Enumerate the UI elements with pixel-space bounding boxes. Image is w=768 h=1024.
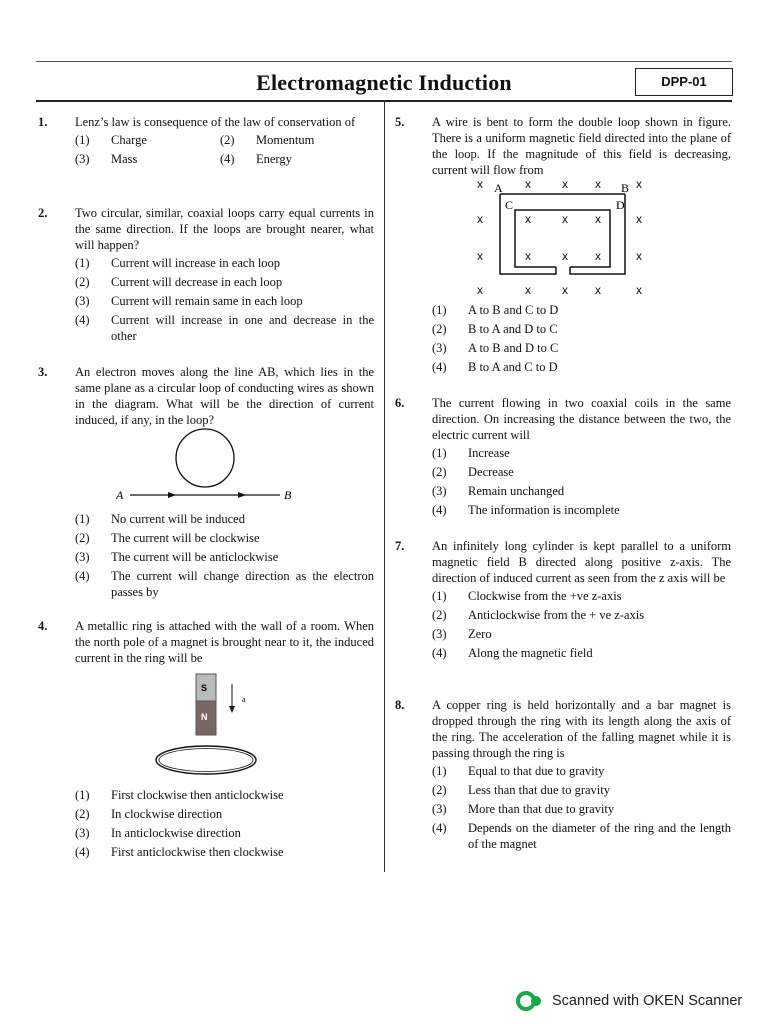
option-4: (4) First anticlockwise then clockwise bbox=[75, 845, 284, 859]
metallic-ring bbox=[156, 746, 256, 774]
question-stem: A metallic ring is attached with the wall of a room. When the north pole of a magnet is brought near to it, the induced current in the ring will be bbox=[75, 619, 374, 665]
field-mark-x: x bbox=[595, 177, 601, 191]
option-1: (1) A to B and C to D bbox=[432, 303, 559, 317]
option-2: (2) The current will be clockwise bbox=[75, 531, 260, 545]
options bbox=[75, 132, 374, 167]
question-2 bbox=[38, 205, 374, 347]
field-mark-x: x bbox=[636, 249, 642, 263]
field-mark-x: x bbox=[477, 283, 483, 297]
label-a: A bbox=[494, 181, 503, 195]
options bbox=[75, 255, 374, 344]
question-stem: A copper ring is held horizontally and a bar magnet is dropped through the ring with its length along the axis of the ring. The acceleration of the falling magnet while it is passing through the ring is bbox=[432, 698, 731, 760]
question-1 bbox=[38, 114, 374, 167]
label-d: D bbox=[616, 198, 625, 212]
question-number: 6. bbox=[395, 396, 405, 410]
field-mark-x: x bbox=[525, 212, 531, 226]
option-3: (3) More than that due to gravity bbox=[432, 802, 615, 816]
question-number: 7. bbox=[395, 539, 405, 553]
option-1: (1) Clockwise from the +ve z-axis bbox=[432, 589, 622, 603]
options bbox=[432, 302, 731, 375]
option-3: (3) A to B and D to C bbox=[432, 341, 559, 355]
page-title: Electromagnetic Induction bbox=[256, 70, 512, 95]
label-c: C bbox=[505, 198, 514, 212]
metallic-ring-inner bbox=[159, 749, 253, 772]
conducting-loop bbox=[176, 429, 234, 487]
field-mark-x: x bbox=[636, 177, 642, 191]
question-stem: Lenz’s law is consequence of the law of conservation of bbox=[75, 115, 356, 129]
label-n: N bbox=[201, 712, 208, 722]
field-mark-x: x bbox=[562, 249, 568, 263]
question-number: 2. bbox=[38, 206, 48, 220]
field-mark-x: x bbox=[562, 177, 568, 191]
option-2: (2) Anticlockwise from the + ve z-axis bbox=[432, 608, 645, 622]
field-mark-x: x bbox=[562, 212, 568, 226]
option-4: (4) Along the magnetic field bbox=[432, 646, 593, 660]
top-rule bbox=[36, 61, 732, 62]
double-loop-figure bbox=[470, 174, 655, 302]
field-mark-x: x bbox=[477, 177, 483, 191]
option-1: (1) Equal to that due to gravity bbox=[432, 764, 605, 778]
field-mark-x: x bbox=[636, 212, 642, 226]
label-a: A bbox=[116, 488, 124, 502]
option-1: (1) Increase bbox=[432, 446, 510, 460]
question-number: 4. bbox=[38, 619, 48, 633]
option-4: (4) Energy bbox=[220, 152, 292, 166]
question-stem: An electron moves along the line AB, which lies in the same plane as a circular loop of conducting wires as shown in the diagram. What will be the direction of current induced, if any, in the loop? bbox=[75, 365, 374, 427]
option-3: (3) In anticlockwise direction bbox=[75, 826, 241, 840]
field-mark-x: x bbox=[595, 283, 601, 297]
field-mark-x: x bbox=[525, 249, 531, 263]
arrow-icon bbox=[168, 492, 176, 498]
question-5-options bbox=[395, 300, 731, 378]
field-mark-x: x bbox=[595, 249, 601, 263]
question-stem: A wire is bent to form the double loop shown in figure. There is a uniform magnetic field directed into the plane of the loop. If the magnitude of this field is decreasing, current will flow from bbox=[432, 115, 731, 177]
question-number: 1. bbox=[38, 115, 48, 129]
field-mark-x: x bbox=[636, 283, 642, 297]
option-4: (4) Current will increase in one and decrease in the other bbox=[75, 313, 374, 343]
option-2: (2) Momentum bbox=[220, 133, 315, 147]
option-1: (1) Charge bbox=[75, 133, 147, 147]
question-5 bbox=[395, 114, 731, 178]
option-2: (2) Current will decrease in each loop bbox=[75, 275, 283, 289]
option-3: (3) Remain unchanged bbox=[432, 484, 565, 498]
option-4: (4) B to A and C to D bbox=[432, 360, 558, 374]
options bbox=[75, 787, 374, 860]
question-7 bbox=[395, 538, 731, 664]
option-1: (1) Current will increase in each loop bbox=[75, 256, 281, 270]
label-b: B bbox=[284, 488, 292, 502]
options bbox=[432, 445, 731, 518]
column-divider bbox=[384, 100, 385, 872]
option-3: (3) The current will be anticlockwise bbox=[75, 550, 279, 564]
question-stem: Two circular, similar, coaxial loops carry equal currents in the same direction. If the loops are brought nearer, what will happen? bbox=[75, 206, 374, 252]
label-a: a bbox=[242, 695, 246, 704]
arrow-icon bbox=[238, 492, 246, 498]
option-2: (2) Less than that due to gravity bbox=[432, 783, 610, 797]
field-mark-x: x bbox=[525, 177, 531, 191]
dpp-code-box: DPP-01 bbox=[635, 68, 733, 96]
option-4: (4) The information is incomplete bbox=[432, 503, 620, 517]
question-stem: An infinitely long cylinder is kept parallel to a uniform magnetic field B directed along positive z-axis. The direction of induced current as seen from the z axis will be bbox=[432, 539, 731, 585]
options bbox=[75, 511, 374, 600]
option-3: (3) Mass bbox=[75, 152, 138, 166]
option-2: (2) In clockwise direction bbox=[75, 807, 223, 821]
field-mark-x: x bbox=[477, 249, 483, 263]
oken-scanner-logo-icon bbox=[516, 990, 544, 1012]
label-s: S bbox=[201, 683, 208, 693]
question-number: 8. bbox=[395, 698, 405, 712]
question-8 bbox=[395, 697, 731, 855]
question-3-options bbox=[38, 509, 374, 603]
option-3: (3) Current will remain same in each loop bbox=[75, 294, 303, 308]
option-3: (3) Zero bbox=[432, 627, 492, 641]
arrow-down-icon bbox=[229, 706, 235, 713]
question-number: 5. bbox=[395, 115, 405, 129]
question-stem: The current flowing in two coaxial coils in the same direction. On increasing the distance between the two, the electric current will bbox=[432, 396, 731, 442]
option-4: (4) Depends on the diameter of the ring and the length of the magnet bbox=[432, 821, 731, 851]
magnet-ring-figure bbox=[150, 670, 260, 780]
option-2: (2) Decrease bbox=[432, 465, 514, 479]
option-4: (4) The current will change direction as the electron passes by bbox=[75, 569, 374, 599]
label-b: B bbox=[621, 181, 630, 195]
question-number: 3. bbox=[38, 365, 48, 379]
field-mark-x: x bbox=[525, 283, 531, 297]
question-4-options bbox=[38, 785, 374, 863]
scanner-watermark bbox=[516, 990, 742, 1012]
question-4 bbox=[38, 618, 374, 666]
scanner-text: Scanned with OKEN Scanner bbox=[552, 993, 743, 1009]
field-mark-x: x bbox=[477, 212, 483, 226]
option-1: (1) First clockwise then anticlockwise bbox=[75, 788, 284, 802]
field-mark-x: x bbox=[595, 212, 601, 226]
electron-loop-figure bbox=[110, 424, 310, 506]
field-mark-x: x bbox=[562, 283, 568, 297]
option-2: (2) B to A and D to C bbox=[432, 322, 558, 336]
question-3 bbox=[38, 364, 374, 428]
options bbox=[432, 588, 731, 661]
options bbox=[432, 763, 731, 852]
question-6 bbox=[395, 395, 731, 521]
option-1: (1) No current will be induced bbox=[75, 512, 245, 526]
